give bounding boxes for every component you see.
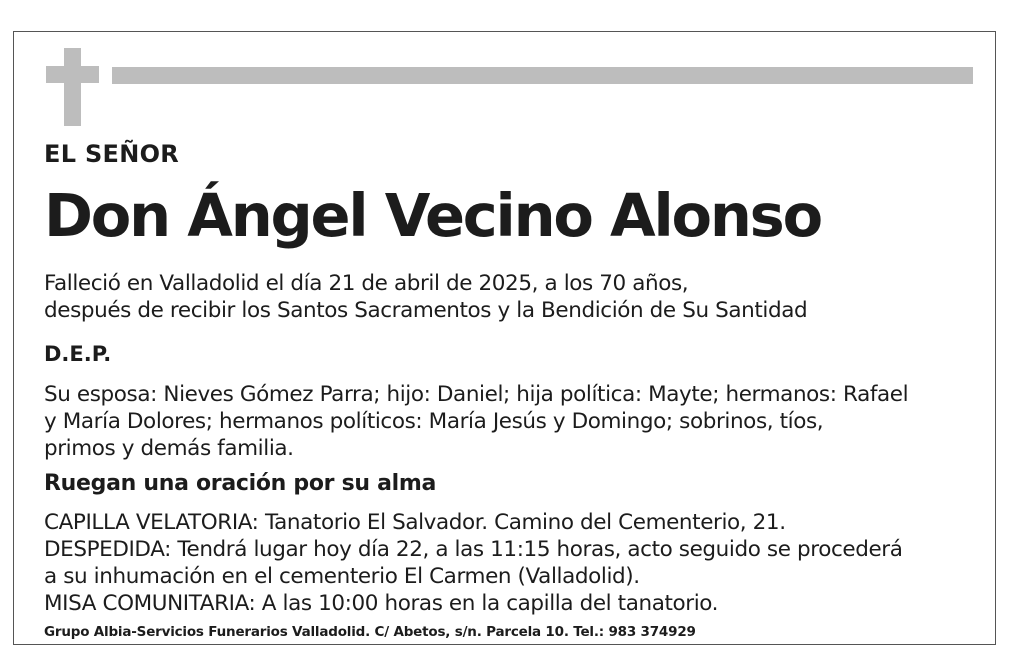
service-line: CAPILLA VELATORIA: Tanatorio El Salvador. Camino del Cementerio, 21. — [44, 510, 786, 535]
death-line: Falleció en Valladolid el día 21 de abril de 2025, a los 70 años, — [44, 271, 689, 296]
service-line: DESPEDIDA: Tendrá lugar hoy día 22, a las 11:15 horas, acto seguido se procederá — [44, 537, 903, 562]
family-line: primos y demás familia. — [44, 436, 294, 461]
service-details — [44, 509, 903, 617]
deceased-name: Don Ángel Vecino Alonso — [44, 181, 821, 250]
death-details — [44, 270, 807, 324]
death-line: después de recibir los Santos Sacramentos y la Bendición de Su Santidad — [44, 298, 808, 323]
header-rule — [112, 67, 973, 84]
service-line: a su inhumación en el cementerio El Carmen (Valladolid). — [44, 564, 640, 589]
prayer-request: Ruegan una oración por su alma — [44, 471, 437, 496]
family-line: Su esposa: Nieves Gómez Parra; hijo: Daniel; hija política: Mayte; hermanos: Rafael — [44, 382, 909, 407]
family-list — [44, 381, 908, 462]
rip-label: D.E.P. — [44, 342, 112, 366]
service-line: MISA COMUNITARIA: A las 10:00 horas en la capilla del tanatorio. — [44, 591, 719, 616]
notice-subtitle: EL SEÑOR — [44, 140, 180, 168]
family-line: y María Dolores; hermanos políticos: María Jesús y Domingo; sobrinos, tíos, — [44, 409, 824, 434]
funeral-home-footer: Grupo Albia-Servicios Funerarios Valladolid. C/ Abetos, s/n. Parcela 10. Tel.: 983 374929 — [44, 624, 696, 640]
